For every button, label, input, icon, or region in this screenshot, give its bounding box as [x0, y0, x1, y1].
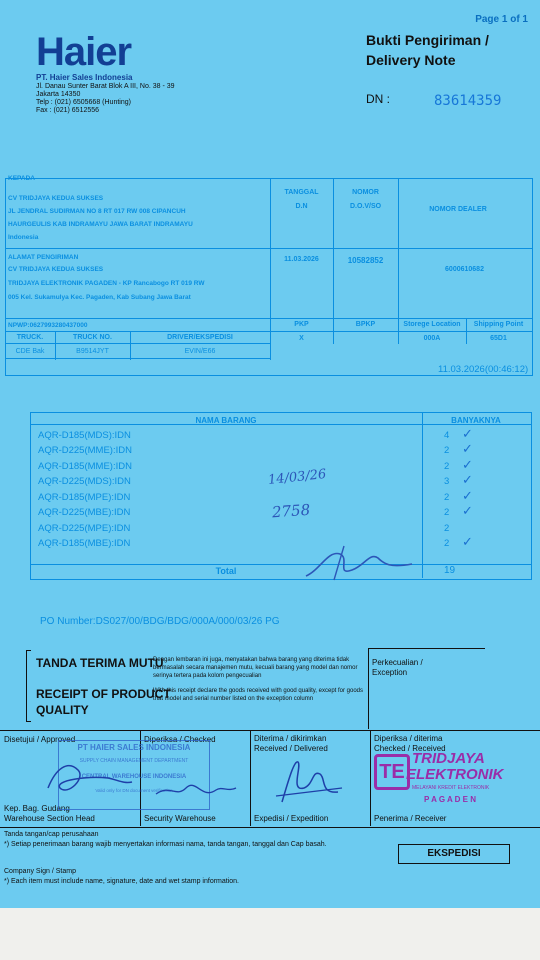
handwritten-number: 2758	[271, 500, 311, 522]
stamp-haier-line-1: PT HAIER SALES INDONESIA	[77, 743, 191, 752]
checkmark-icon: ✓	[462, 488, 473, 503]
tridjaya-logo-icon: TE	[374, 754, 410, 790]
footer-note-4: *) Each item must include name, signature, date and wet stamp information.	[4, 878, 240, 885]
consignee-address-2: HAURGEULIS KAB INDRAMAYU JAWA BARAT INDRAMAYU	[8, 221, 193, 228]
item-qty: 2	[444, 523, 450, 534]
approver-signature-icon	[38, 748, 138, 808]
footer-note-2: *) Setiap penerimaan barang wajib menyertakan informasi nama, tanda tangan, tanggal dan Cap basah.	[4, 841, 327, 848]
exception-label: Perkecualian /	[372, 658, 423, 667]
item-name: AQR-D225(MME):IDN	[38, 445, 132, 456]
npwp: NPWP:0627993280437000	[8, 322, 88, 329]
receipt-title-en-1: RECEIPT OF PRODUCT	[36, 687, 171, 701]
sign-head-2: Warehouse Section Head	[4, 814, 95, 823]
driver-header: DRIVER/EKSPEDISI	[167, 334, 233, 341]
truck-no-header: TRUCK NO.	[73, 334, 112, 341]
stamp-tridjaya-line-3: MELAYANI KREDIT ELEKTRONIK	[412, 785, 490, 791]
handwritten-date: 14/03/26	[267, 466, 328, 489]
header-storage: Storege Location	[403, 321, 461, 328]
sign-delivered: Received / Delivered	[254, 744, 328, 753]
value-date: 11.03.2026	[284, 256, 319, 263]
item-name: AQR-D225(MBE):IDN	[38, 507, 131, 518]
sign-expedition: Expedisi / Expedition	[254, 814, 329, 823]
company-address-2: Jakarta 14350	[36, 91, 81, 98]
total-label: Total	[215, 566, 237, 576]
kepada-label: KEPADA	[8, 175, 35, 182]
consignee-address-1: JL JENDRAL SUDIRMAN NO 8 RT 017 RW 008 CIPANCUH	[8, 208, 186, 215]
page-indicator: Page 1 of 1	[475, 14, 528, 25]
header-dovso: D.O.V/SO	[349, 203, 382, 210]
company-fax: Fax : (021) 6512556	[36, 107, 100, 114]
receipt-text-en: With this receipt declare the goods received with good quality, except for goods that model and serial number listed on the exception column	[153, 688, 364, 702]
item-qty: 3	[444, 476, 450, 487]
receipt-title-id: TANDA TERIMA MUTU	[36, 656, 164, 670]
item-name: AQR-D185(MDS):IDN	[38, 430, 131, 441]
item-qty: 2	[444, 538, 450, 549]
value-dealer-no: 6000610682	[445, 266, 484, 273]
receipt-title-en-2: QUALITY	[36, 703, 89, 717]
handwritten-signature-icon	[300, 540, 420, 585]
header-nomor: NOMOR	[352, 189, 379, 196]
header-dealer: NOMOR DEALER	[429, 206, 487, 213]
item-qty: 2	[444, 492, 450, 503]
header-pkp: PKP	[294, 321, 309, 328]
items-header-qty: BANYAKNYA	[451, 416, 501, 425]
receipt-bracket	[26, 650, 31, 722]
item-name: AQR-D185(MBE):IDN	[38, 538, 131, 549]
value-storage: 000A	[423, 335, 441, 342]
footer-note-1: Tanda tangan/cap perusahaan	[4, 831, 99, 838]
print-timestamp: 11.03.2026(00:46:12)	[438, 364, 529, 375]
item-name: AQR-D225(MDS):IDN	[38, 476, 131, 487]
driver-value: EVIN/E66	[184, 348, 216, 355]
sign-receiver: Penerima / Receiver	[374, 814, 447, 823]
item-name: AQR-D185(MME):IDN	[38, 461, 132, 472]
item-name: AQR-D225(MPE):IDN	[38, 523, 131, 534]
header-dn: D.N	[295, 203, 308, 210]
company-address-1: Jl. Danau Sunter Barat Blok A III, No. 38 - 39	[36, 83, 175, 90]
sign-security: Security Warehouse	[144, 814, 216, 823]
shipping-address-label: ALAMAT PENGIRIMAN	[8, 254, 79, 261]
stamp-haier-line-4: Valid only for DN document verification	[95, 788, 173, 793]
truck-value: CDE Bak	[15, 348, 45, 355]
sign-approved: Disetujui / Approved	[4, 735, 76, 744]
doc-title-line1: Bukti Pengiriman /	[366, 32, 489, 48]
checkmark-icon: ✓	[462, 503, 473, 518]
items-header-name: NAMA BARANG	[195, 416, 257, 425]
footer-note-3: Company Sign / Stamp	[4, 868, 76, 875]
dn-number: 83614359	[434, 93, 502, 109]
background-surface	[0, 908, 540, 960]
company-name: PT. Haier Sales Indonesia	[36, 73, 133, 82]
header-bpkp: BPKP	[355, 321, 376, 328]
checkmark-icon: ✓	[462, 534, 473, 549]
receipt-text-id: Dengan lembaran ini juga, menyatakan bahwa barang yang diterima tidak bermasalah secara manajemen mutu, kecuali barang yang model dan nomor serinya tertera pada kolom pengecualian	[153, 657, 358, 679]
haier-logo: Haier	[36, 30, 132, 74]
sign-checked-2: Diperiksa / diterima	[374, 734, 443, 743]
sign-checked: Diperiksa / Checked	[144, 735, 216, 744]
checker-signature-icon	[150, 764, 240, 809]
stamp-tridjaya-line-1: TRIDJAYA	[412, 750, 485, 767]
stamp-tridjaya-line-2: ELEKTRONIK	[406, 766, 504, 783]
value-pkp: X	[299, 335, 304, 342]
truck-no-value: B9514JYT	[76, 348, 109, 355]
consignee-country: Indonesia	[8, 234, 39, 241]
copy-label: EKSPEDISI	[398, 844, 510, 864]
expedition-signature-icon	[268, 752, 348, 812]
checkmark-icon: ✓	[462, 426, 473, 441]
shipping-name: CV TRIDJAYA KEDUA SUKSES	[8, 266, 104, 273]
checkmark-icon: ✓	[462, 441, 473, 456]
exception-label-en: Exception	[372, 668, 408, 677]
sign-received-2: Checked / Received	[374, 744, 446, 753]
header-shipping: Shipping Point	[473, 321, 524, 328]
dn-label: DN :	[366, 92, 390, 106]
item-qty: 2	[444, 461, 450, 472]
item-qty: 2	[444, 507, 450, 518]
stamp-haier-line-2: SUPPLY CHAIN MANAGEMENT DEPARTMENT	[79, 758, 189, 764]
item-qty: 2	[444, 445, 450, 456]
item-name: AQR-D185(MPE):IDN	[38, 492, 131, 503]
shipping-address-1: TRIDJAYA ELEKTRONIK PAGADEN - KP Rancabogo RT 019 RW	[8, 280, 205, 287]
value-shipping: 65D1	[490, 335, 507, 342]
sign-received: Diterima / dikirimkan	[254, 734, 327, 743]
item-qty: 4	[444, 430, 450, 441]
value-so: 10582852	[347, 256, 384, 265]
shipping-address-2: 005 Kel. Sukamulya Kec. Pagaden, Kab Subang Jawa Barat	[8, 294, 191, 301]
stamp-haier-line-3: CENTRAL WAREHOUSE INDONESIA	[81, 774, 187, 780]
sign-head-1: Kep. Bag. Gudang	[4, 804, 70, 813]
stamp-tridjaya-line-4: P A G A D E N	[424, 795, 477, 804]
consignee-name: CV TRIDJAYA KEDUA SUKSES	[8, 195, 104, 202]
po-number: PO Number:DS027/00/BDG/BDG/000A/000/03/26 PG	[40, 616, 280, 627]
company-phone: Telp : (021) 6505668 (Hunting)	[36, 99, 131, 106]
total-value: 19	[444, 565, 456, 576]
header-tanggal: TANGGAL	[284, 189, 319, 196]
checkmark-icon: ✓	[462, 457, 473, 472]
doc-title-line2: Delivery Note	[366, 52, 456, 68]
truck-header: TRUCK.	[16, 334, 44, 341]
checkmark-icon: ✓	[462, 472, 473, 487]
